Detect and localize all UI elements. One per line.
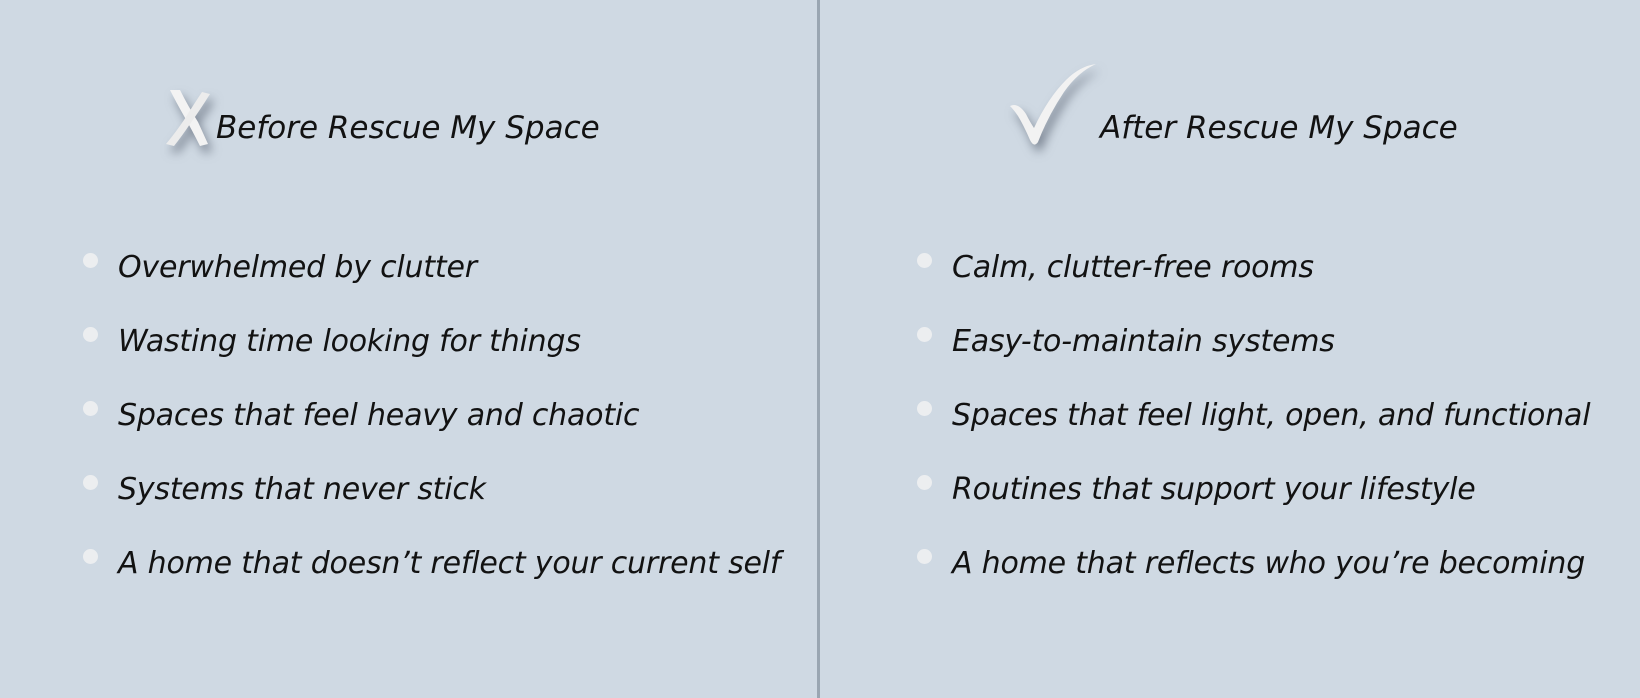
list-item — [82, 304, 780, 378]
bullet-icon — [83, 327, 98, 342]
before-list — [82, 230, 780, 600]
item-text: Wasting time looking for things — [118, 323, 581, 359]
list-item — [916, 304, 1590, 378]
item-text: Routines that support your lifestyle — [952, 471, 1476, 507]
list-item — [916, 378, 1590, 452]
item-text: A home that reflects who you’re becoming — [952, 545, 1586, 581]
after-title: After Rescue My Space — [1100, 110, 1458, 146]
bullet-icon — [83, 401, 98, 416]
before-title: Before Rescue My Space — [216, 110, 600, 146]
after-panel — [820, 0, 1640, 698]
checkmark-icon — [1008, 62, 1098, 150]
item-text: Systems that never stick — [118, 471, 486, 507]
after-header — [1008, 62, 1458, 150]
before-panel — [0, 0, 817, 698]
list-item — [82, 378, 780, 452]
list-item — [916, 230, 1590, 304]
bullet-icon — [83, 549, 98, 564]
bullet-icon — [917, 549, 932, 564]
list-item — [916, 452, 1590, 526]
x-mark-icon — [164, 86, 214, 150]
item-text: A home that doesn’t reflect your current self — [118, 545, 781, 581]
bullet-icon — [83, 253, 98, 268]
list-item — [82, 526, 780, 600]
bullet-icon — [917, 475, 932, 490]
bullet-icon — [83, 475, 98, 490]
list-item — [82, 230, 780, 304]
list-item — [82, 452, 780, 526]
list-item — [916, 526, 1590, 600]
item-text: Spaces that feel heavy and chaotic — [118, 397, 640, 433]
item-text: Spaces that feel light, open, and functional — [952, 397, 1591, 433]
bullet-icon — [917, 401, 932, 416]
item-text: Calm, clutter-free rooms — [952, 249, 1314, 285]
item-text: Easy-to-maintain systems — [952, 323, 1335, 359]
bullet-icon — [917, 253, 932, 268]
after-list — [916, 230, 1590, 600]
bullet-icon — [917, 327, 932, 342]
item-text: Overwhelmed by clutter — [118, 249, 477, 285]
before-header — [164, 62, 600, 150]
